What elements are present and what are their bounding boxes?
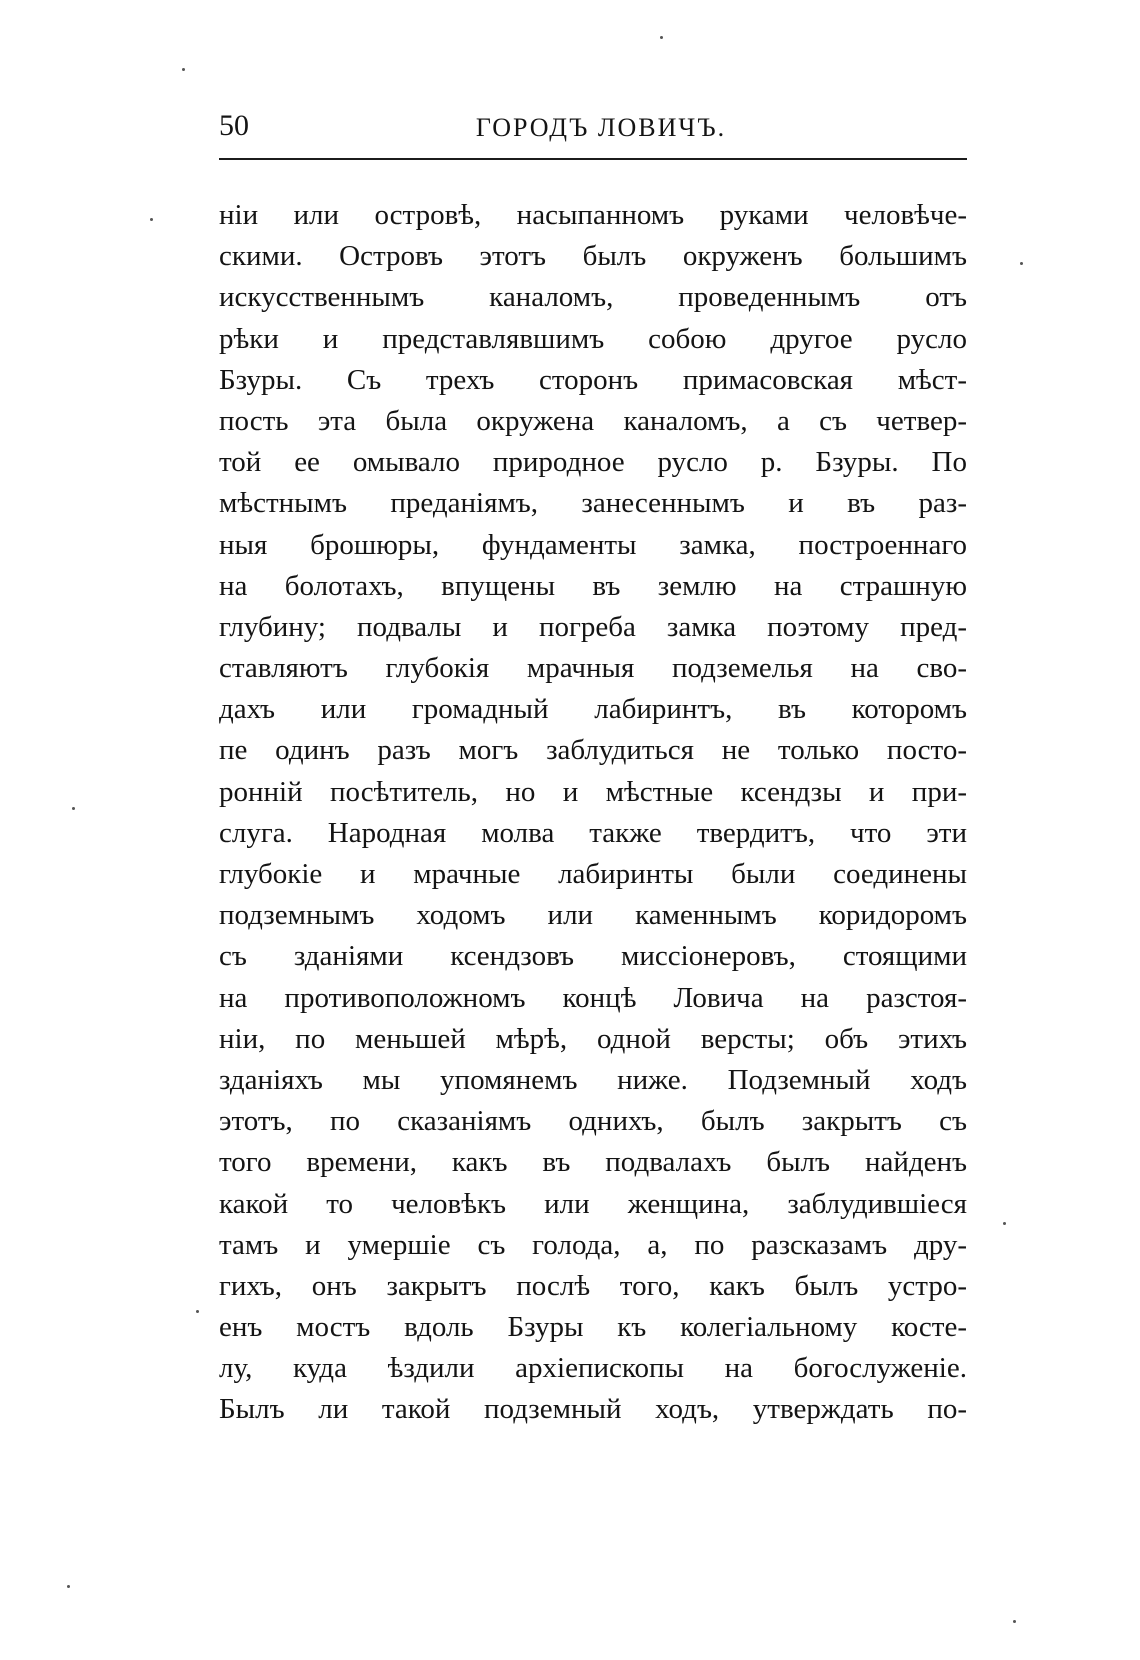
text-line: пе одинъ разъ могъ заблудиться не только посто- xyxy=(219,734,967,767)
scan-speck xyxy=(1003,1222,1006,1225)
scan-speck xyxy=(67,1585,70,1588)
text-line: ронній посѣтитель, но и мѣстные ксендзы и при- xyxy=(219,775,967,808)
text-line: ставляютъ глубокія мрачныя подземелья на сво- xyxy=(219,652,967,685)
text-line: мѣстнымъ преданіямъ, занесеннымъ и въ раз- xyxy=(219,487,967,520)
text-line: дахъ или громадный лабиринтъ, въ которомъ xyxy=(219,693,967,726)
text-line: тамъ и умершіе съ голода, а, по разсказамъ дру- xyxy=(219,1228,967,1261)
text-line: зданіяхъ мы упомянемъ ниже. Подземный ходъ xyxy=(219,1063,967,1096)
page-number: 50 xyxy=(219,109,249,142)
text-line: рѣки и представлявшимъ собою другое русло xyxy=(219,322,967,355)
text-line: енъ мостъ вдоль Бзуры къ колегіальному косте- xyxy=(219,1311,967,1344)
text-line: того времени, какъ въ подвалахъ былъ найденъ xyxy=(219,1146,967,1179)
text-line: ніи, по меньшей мѣрѣ, одной версты; объ этихъ xyxy=(219,1022,967,1055)
header-rule xyxy=(219,158,967,160)
text-line: гихъ, онъ закрытъ послѣ того, какъ былъ устро- xyxy=(219,1269,967,1302)
page-header xyxy=(219,100,967,148)
running-title: ГОРОДЪ ЛОВИЧЪ. xyxy=(475,113,727,142)
text-line: ныя брошюры, фундаменты замка, построеннаго xyxy=(219,528,967,561)
text-line: скими. Островъ этотъ былъ окруженъ большимъ xyxy=(219,240,967,273)
text-line: какой то человѣкъ или женщина, заблудившіеся xyxy=(219,1187,967,1220)
text-line: Бзуры. Съ трехъ сторонъ примасовская мѣст- xyxy=(219,363,967,396)
scan-speck xyxy=(196,1310,199,1313)
text-line: слуга. Народная молва также твердитъ, что эти xyxy=(219,816,967,849)
text-line: искусственнымъ каналомъ, проведеннымъ отъ xyxy=(219,281,967,314)
scan-speck xyxy=(150,218,153,221)
scan-speck xyxy=(1013,1620,1016,1623)
text-line: Былъ ли такой подземный ходъ, утверждать по- xyxy=(219,1393,967,1426)
scan-speck xyxy=(660,36,663,39)
text-line: той ее омывало природное русло р. Бзуры. По xyxy=(219,446,967,479)
text-line: глубокіе и мрачные лабиринты были соединены xyxy=(219,858,967,890)
text-line: пость эта была окружена каналомъ, а съ четвер- xyxy=(219,404,967,437)
text-line: этотъ, по сказаніямъ однихъ, былъ закрытъ съ xyxy=(219,1105,967,1138)
text-line: глубину; подвалы и погреба замка поэтому пред- xyxy=(219,610,967,643)
scan-speck xyxy=(72,807,75,810)
text-line: подземнымъ ходомъ или каменнымъ коридоромъ xyxy=(219,899,967,932)
text-line: на болотахъ, впущены въ землю на страшную xyxy=(219,569,967,602)
scan-speck xyxy=(1020,262,1023,265)
text-line: съ зданіями ксендзовъ миссіонеровъ, стоящими xyxy=(219,940,967,973)
text-line: лу, куда ѣздили архіепископы на богослуженіе. xyxy=(219,1352,967,1385)
body-text xyxy=(219,195,967,1431)
text-line: ніи или островѣ, насыпанномъ руками человѣче- xyxy=(219,199,967,231)
text-line: на противоположномъ концѣ Ловича на разстоя- xyxy=(219,981,967,1014)
scan-speck xyxy=(182,68,185,71)
